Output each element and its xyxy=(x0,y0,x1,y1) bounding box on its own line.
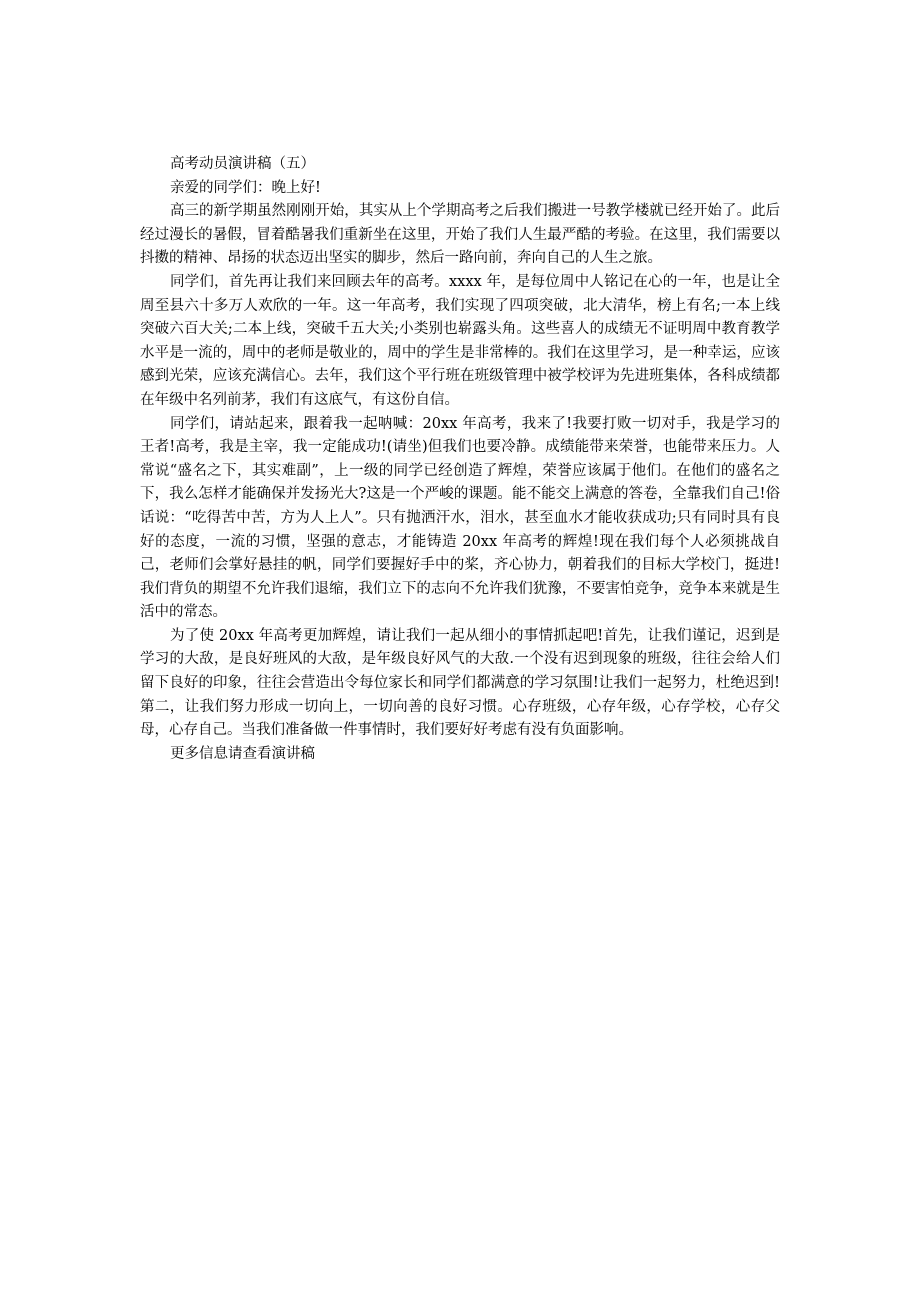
paragraph-4: 为了使 20xx 年高考更加辉煌，请让我们一起从细小的事情抓起吧!首先，让我们谨记，迟到是学习的大敌，是良好班风的大敌，是年级良好风气的大敌.一个没有迟到现象的班级，往往会给人们留下良好的印象，往往会营造出令每位家长和同学们都满意的学习氛围!让我们一起努力，杜绝迟到!第二，让我们努力形成一切向上，一切向善的良好习惯。心存班级，心存年级，心存学校，心存父母，心存自己。当我们准备做一件事情时，我们要好好考虑有没有负面影响。 xyxy=(140,627,780,739)
paragraph-3: 同学们，请站起来，跟着我一起呐喊：20xx 年高考，我来了!我要打败一切对手，我是学习的王者!高考，我是主宰，我一定能成功!(请坐)但我们也要冷静。成绩能带来荣誉，也能带来压力。人常说“盛名之下，其实难副”，上一级的同学已经创造了辉煌，荣誉应该属于他们。在他们的盛名之下，我么怎样才能确保并发扬光大?这是一个严峻的课题。能不能交上满意的答卷，全靠我们自己!俗话说：“吃得苦中苦，方为人上人”。只有抛洒汗水，泪水，甚至血水才能收获成功;只有同时具有良好的态度，一流的习惯，坚强的意志，才能铸造 20xx 年高考的辉煌!现在我们每个人必须挑战自己，老师们会掌好悬挂的帆，同学们要握好手中的桨，齐心协力，朝着我们的目标大学校门，挺进!我们背负的期望不允许我们退缩，我们立下的志向不允许我们犹豫，不要害怕竞争，竞争本来就是生活中的常态。 xyxy=(140,415,780,621)
document-body xyxy=(140,153,780,766)
footer-link-text: 更多信息请查看演讲稿 xyxy=(170,745,315,762)
document-title: 高考动员演讲稿（五） xyxy=(170,156,315,172)
paragraph-1: 高三的新学期虽然刚刚开始，其实从上个学期高考之后我们搬进一号教学楼就已经开始了。此后经过漫长的暑假，冒着酷暑我们重新坐在这里，开始了我们人生最严酷的考验。在这里，我们需要以抖擞的精神、昂扬的状态迈出坚实的脚步，然后一路向前，奔向自己的人生之旅。 xyxy=(140,203,780,267)
paragraph-2: 同学们，首先再让我们来回顾去年的高考。xxxx 年，是每位周中人铭记在心的一年，也是让全周至县六十多万人欢欣的一年。这一年高考，我们实现了四项突破，北大清华，榜上有名;一本上线突破六百大关;二本上线，突破千五大关;小类别也崭露头角。这些喜人的成绩无不证明周中教育教学水平是一流的，周中的老师是敬业的，周中的学生是非常棒的。我们在这里学习，是一种幸运，应该感到光荣，应该充满信心。去年，我们这个平行班在班级管理中被学校评为先进班集体，各科成绩都在年级中名列前茅，我们有这底气，有这份自信。 xyxy=(140,273,780,408)
greeting: 亲爱的同学们：晚上好! xyxy=(170,179,321,196)
